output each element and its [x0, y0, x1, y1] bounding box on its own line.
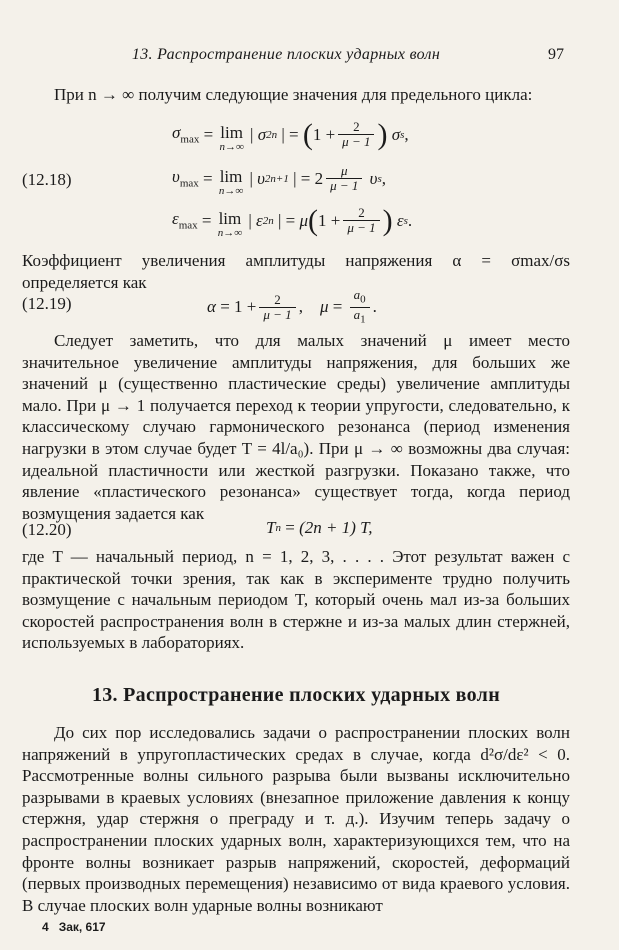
- section-heading: 13. Распространение плоских ударных волн: [91, 684, 501, 706]
- equation-12-18-line-3: $\varepsilon_{max}$ = lim n→∞ | ε 2n | = μ ( 1 + $\frac{2}{\mu - 1}$ ) ε s .: [172, 203, 413, 239]
- equation-12-18-line-2: (12.18) $\upsilon_{max}$ = lim n→∞ | υ 2n+1 | = 2 $\frac{\mu}{\mu - 1}$ υ s ,: [22, 163, 387, 197]
- paragraph-period: где T — начальный период, n = 1, 2, 3, . . . . Этот результат важен с практической точки зрения, так как в эксперименте трудно получить возмущение с начальным периодом T, который очень мал из-за больших скоростей распространения волн в стержне и из-за малых длин стержней, используемых в лабораториях.: [22, 547, 570, 653]
- page-number: 97: [548, 46, 564, 63]
- equation-12-20: (12.20) T n = (2n + 1) T,: [22, 518, 373, 539]
- fraction: $\frac{2}{\mu - 1}$: [259, 293, 295, 322]
- amplitude-paragraph: Коэффициент увеличения амплитуды напряжения α = σmax/σs определяется как: [22, 251, 570, 292]
- intro-paragraph: При n → ∞ получим следующие значения для предельного цикла:: [54, 85, 533, 104]
- equation-number: (12.18): [22, 170, 72, 189]
- limit-operator: lim n→∞: [219, 122, 244, 153]
- fraction: $\frac{\mu}{\mu - 1}$: [326, 164, 362, 193]
- equation-12-18-line-1: $\sigma_{max}$ = lim n→∞ | σ 2n | = ( 1 + $\frac{2}{\mu - 1}$ ) σ s ,: [172, 117, 409, 153]
- equation-number: (12.19): [22, 294, 72, 313]
- print-signature: 4 Зак, 617: [42, 920, 106, 934]
- e-max-lhs: $\varepsilon_{max}$: [172, 209, 198, 232]
- limit-operator: lim n→∞: [217, 208, 243, 239]
- v-max-lhs: $\upsilon_{max}$: [172, 167, 199, 190]
- equation-12-19: (12.19) α = 1 + $\frac{2}{\mu - 1}$ , μ = $\frac{a_0}{a_1}$ .: [22, 287, 377, 326]
- fraction: $\frac{a_0}{a_1}$: [350, 288, 370, 326]
- equation-number: (12.20): [22, 520, 72, 539]
- limit-operator: lim n→∞: [218, 166, 244, 197]
- fraction: $\frac{2}{\mu - 1}$: [338, 120, 374, 149]
- paragraph-shock-waves: До сих пор исследовались задачи о распространении плоских волн напряжений в упругопластических средах в случае, когда d²σ/dε² < 0. Рассмотренные волны сильного разрыва были вызваны исключительно разрывами в краевых условиях (внезапное приложение давления к концу стержня, удар стержня о преграду и т. д.). Изучим теперь задачу о распространении плоских ударных волн, характеризующихся тем, что на фронте волны возникает разрыв напряжений, скоростей, деформаций (первых производных перемещения) независимо от вида краевого условия. В случае плоских волн ударные волны возникают: [22, 723, 570, 915]
- running-head: 13. Распространение плоских ударных волн: [131, 46, 441, 63]
- fraction: $\frac{2}{\mu - 1}$: [343, 206, 379, 235]
- paragraph-resonance: Следует заметить, что для малых значений μ имеет место значительное увеличение амплитуды напряжения, для больших же значений μ (существенно пластические среды) увеличение амплитуды мало. При μ → 1 получается переход к теории упругости, следовательно, к классическому случаю гармонического резонанса (период изменения нагрузки в этом случае будет T = 4l/a₀). При μ → ∞ возможны два случая: идеальной пластичности или жесткой разгрузки. Показано также, что явление «пластического резонанса» существует тогда, когда период возмущения задается как: [22, 331, 570, 523]
- sigma-max-lhs: $\sigma_{max}$: [172, 123, 200, 146]
